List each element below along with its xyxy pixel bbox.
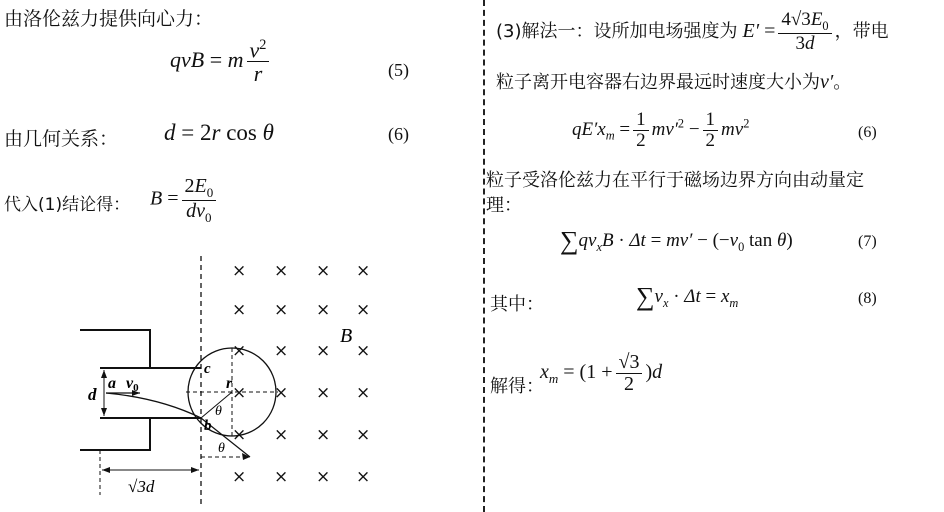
equation-6-left: d = 2r cos θ (164, 120, 274, 145)
field-cross: × (356, 300, 371, 320)
equation-B-result: B = $\frac{2E_0}{dv_0}$ (150, 176, 219, 224)
field-cross: × (274, 341, 289, 361)
upper-plate (80, 330, 201, 368)
equation-6-right: $qE'x_m$ = $\frac{1}{2}$ $mv'^2$ − $\frac{1}{2}$ $mv^2$ (572, 109, 750, 151)
magnetic-field-crosses (232, 261, 370, 487)
field-cross: × (232, 261, 247, 281)
label-c: c (204, 361, 211, 377)
field-cross: × (356, 425, 371, 445)
label-a: a (108, 375, 116, 392)
cross-row (232, 261, 370, 281)
equation-5: qvB = m $\frac{v^2}{r}$ (170, 38, 272, 86)
max-distance-text: 粒子离开电容器右边界最远时速度大小为v′。 (496, 71, 852, 93)
equation-8: $\sum v_x \cdot \Delta t = x_m$ (636, 282, 739, 311)
field-cross: × (274, 467, 289, 487)
field-cross: × (232, 383, 247, 403)
field-cross: × (316, 341, 331, 361)
solution-label: 解得： (490, 376, 544, 397)
equation-6-right-number: (6) (858, 124, 877, 141)
equation-8-number: (8) (858, 290, 877, 307)
label-v0: v0 (126, 375, 139, 394)
label-d: d (88, 385, 97, 404)
label-theta-upper: θ (215, 404, 222, 419)
geometry-relation-text: 由几何关系： (4, 128, 119, 150)
field-cross: × (316, 383, 331, 403)
where-text: 其中： (490, 294, 544, 315)
substitute-result-text: 代入(1)结论得： (4, 195, 131, 215)
label-r: r (226, 375, 233, 392)
field-cross: × (316, 425, 331, 445)
field-cross: × (356, 261, 371, 281)
field-cross: × (274, 300, 289, 320)
lower-plate (80, 418, 201, 450)
field-cross: × (316, 467, 331, 487)
field-cross: × (232, 341, 247, 361)
part3-statement: (3)解法一：设所加电场强度为 E′ = $\frac{4√3E_0}{3d}$ ，带电 (496, 9, 889, 54)
label-b: b (204, 418, 212, 434)
physics-diagram (0, 250, 400, 512)
field-cross: × (274, 425, 289, 445)
field-cross: × (356, 383, 371, 403)
momentum-theorem-text: 粒子受洛伦兹力在平行于磁场边界方向由动量定 (486, 170, 864, 191)
field-cross: × (356, 467, 371, 487)
particle-trajectory (106, 393, 201, 418)
intro-lorentz-text: 由洛伦兹力提供向心力： (4, 8, 214, 30)
field-cross: × (356, 341, 371, 361)
equation-7: $\sum qv_xB \cdot \Delta t = mv' - (-v_0$ tan θ) (560, 226, 793, 255)
momentum-theorem-text-2: 理： (486, 195, 522, 216)
label-B: B (340, 325, 353, 347)
field-cross: × (274, 261, 289, 281)
equation-5-number: (5) (388, 60, 409, 80)
field-cross: × (316, 261, 331, 281)
label-theta-lower: θ (218, 441, 225, 456)
field-cross: × (232, 467, 247, 487)
field-cross: × (232, 300, 247, 320)
equation-xm-result: $x_m = (1$ + $\frac{√3}{2}$ )d (540, 351, 663, 395)
field-cross: × (274, 383, 289, 403)
field-cross: × (316, 300, 331, 320)
column-divider (483, 0, 485, 512)
label-sqrt3d: √3d (128, 477, 155, 496)
equation-6-left-number: (6) (388, 124, 409, 144)
equation-7-number: (7) (858, 233, 877, 250)
field-cross: × (232, 425, 247, 445)
